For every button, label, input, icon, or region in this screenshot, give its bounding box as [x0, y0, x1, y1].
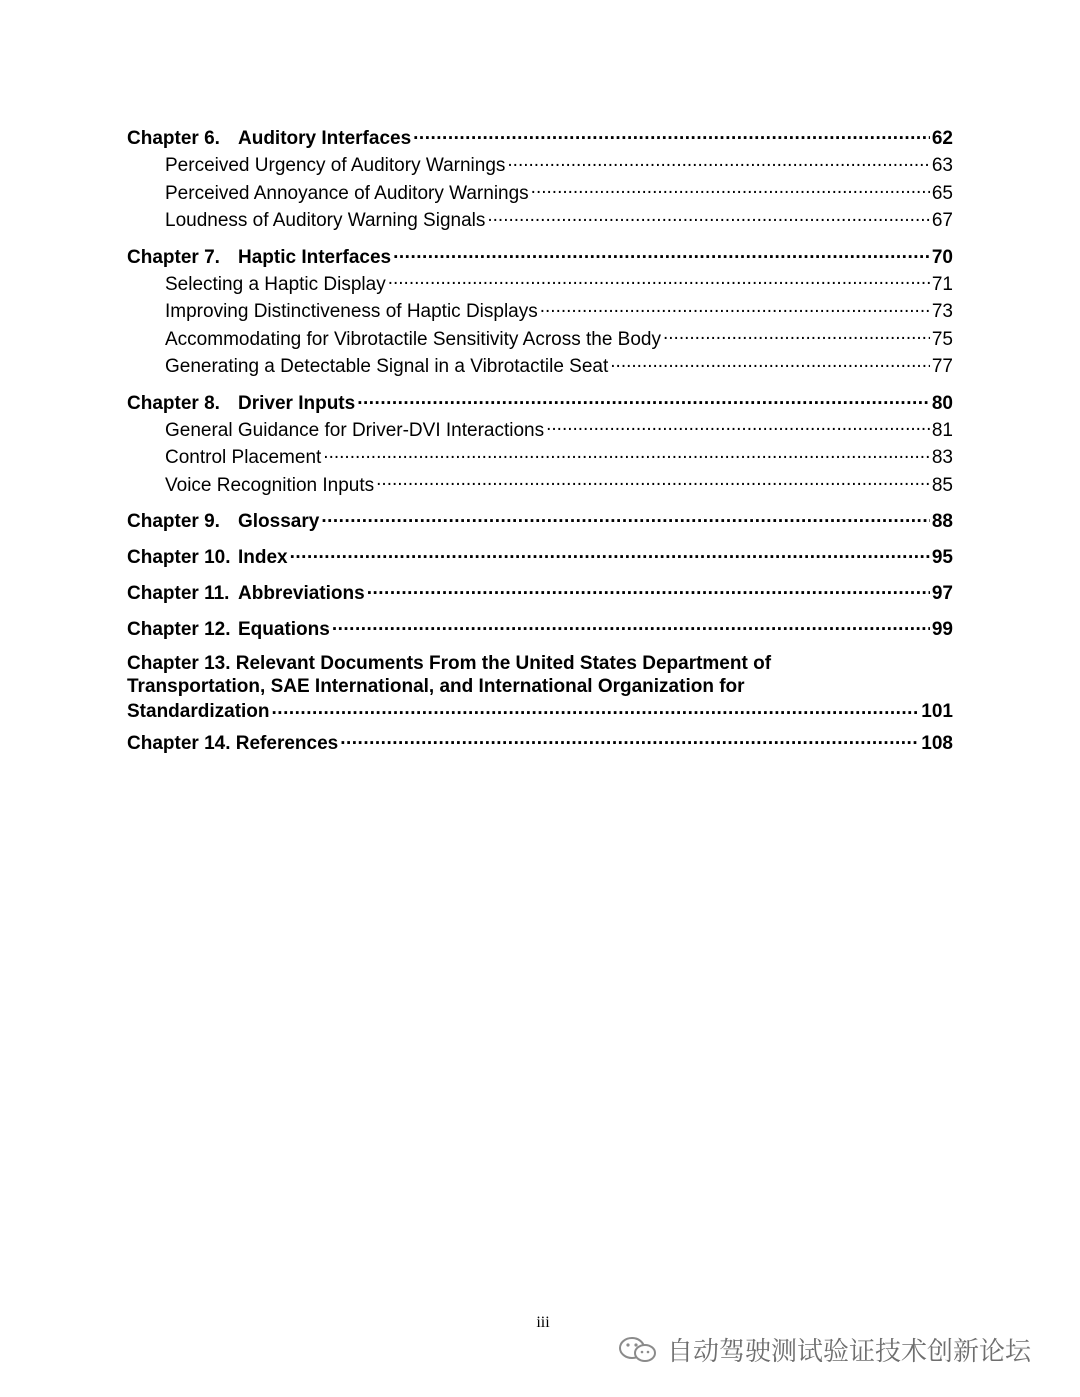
chapter-title: Glossary — [238, 511, 320, 532]
chapter-page-number: 70 — [931, 246, 953, 268]
chapter-page-number: 101 — [921, 701, 953, 722]
dot-leader — [340, 730, 919, 749]
dot-leader — [321, 508, 930, 527]
toc-chapter — [127, 580, 953, 607]
toc-section-entry[interactable] — [127, 417, 953, 445]
chapter-page-number: 99 — [931, 619, 953, 640]
toc-section-entry[interactable] — [127, 472, 953, 500]
chapter-number: Chapter 9. — [127, 511, 220, 532]
watermark-text: 自动驾驶测试验证技术创新论坛 — [667, 1337, 1032, 1367]
section-title: Selecting a Haptic Display — [165, 273, 386, 295]
dot-leader — [540, 298, 930, 317]
chapter-title: Chapter 14. References — [127, 733, 339, 754]
chapter-title-line: Standardization — [127, 701, 270, 722]
toc-chapter-entry[interactable] — [127, 616, 953, 643]
dot-leader — [290, 544, 930, 563]
wechat-icon — [617, 1335, 661, 1365]
toc-chapter — [127, 244, 953, 381]
chapter-number: Chapter 8. — [127, 392, 220, 414]
chapter-page-number: 62 — [931, 128, 953, 149]
chapter-title: Equations — [238, 619, 330, 640]
dot-leader — [610, 353, 930, 372]
toc-chapter — [127, 508, 953, 535]
page-number: iii — [536, 1314, 550, 1331]
section-title: Voice Recognition Inputs — [165, 474, 375, 496]
toc-chapter — [127, 616, 953, 643]
chapter-page-number: 97 — [931, 583, 953, 604]
chapter-title: Haptic Interfaces — [238, 246, 392, 268]
section-page-number: 77 — [931, 356, 953, 377]
section-page-number: 65 — [931, 182, 953, 204]
chapter-page-number: 95 — [931, 547, 953, 568]
toc-chapter-entry[interactable] — [127, 125, 953, 152]
chapter-page-number: 108 — [921, 733, 953, 754]
section-page-number: 81 — [931, 419, 953, 441]
section-page-number: 63 — [931, 155, 953, 176]
dot-leader — [413, 125, 930, 144]
dot-leader — [367, 580, 930, 599]
dot-leader — [546, 417, 930, 436]
dot-leader — [357, 390, 930, 409]
section-title: Perceived Urgency of Auditory Warnings — [165, 155, 506, 176]
section-page-number: 85 — [931, 474, 953, 496]
section-page-number: 83 — [931, 447, 953, 468]
toc-chapter-entry[interactable] — [127, 698, 953, 721]
dot-leader — [332, 616, 930, 635]
section-page-number: 71 — [931, 273, 953, 295]
toc-chapter-entry[interactable] — [127, 544, 953, 571]
chapter-title: Abbreviations — [238, 583, 365, 604]
dot-leader — [323, 444, 930, 463]
toc-chapter — [127, 544, 953, 571]
toc-chapter — [127, 652, 953, 721]
toc-section-entry[interactable] — [127, 207, 953, 235]
chapter-title-line: Transportation, SAE International, and International Organization for — [127, 676, 745, 697]
section-title: Generating a Detectable Signal in a Vibrotactile Seat — [165, 356, 609, 377]
dot-leader — [393, 244, 930, 263]
section-page-number: 75 — [931, 328, 953, 350]
dot-leader — [487, 207, 929, 226]
section-title: Improving Distinctiveness of Haptic Displays — [165, 301, 538, 322]
chapter-title: Auditory Interfaces — [238, 128, 412, 149]
dot-leader — [376, 472, 930, 491]
section-title: Perceived Annoyance of Auditory Warnings — [165, 182, 529, 204]
dot-leader — [272, 698, 920, 717]
watermark — [617, 1331, 1031, 1368]
toc-chapter-entry[interactable] — [127, 580, 953, 607]
dot-leader — [507, 152, 929, 171]
toc-section-entry[interactable] — [127, 298, 953, 326]
section-title: Control Placement — [165, 447, 322, 468]
dot-leader — [531, 180, 930, 199]
section-title: Loudness of Auditory Warning Signals — [165, 210, 486, 231]
toc-chapter — [127, 125, 953, 235]
toc-section-entry[interactable] — [127, 180, 953, 208]
chapter-number: Chapter 6. — [127, 128, 220, 149]
dot-leader — [663, 326, 930, 345]
toc-section-entry[interactable] — [127, 152, 953, 180]
chapter-title: Index — [238, 547, 288, 568]
toc-section-entry[interactable] — [127, 353, 953, 381]
toc-section-entry[interactable] — [127, 326, 953, 354]
dot-leader — [388, 271, 930, 290]
section-page-number: 73 — [931, 301, 953, 322]
chapter-number: Chapter 7. — [127, 246, 220, 268]
toc-chapter-entry[interactable] — [127, 244, 953, 271]
section-title: Accommodating for Vibrotactile Sensitivity Across the Body — [165, 328, 661, 350]
table-of-contents — [127, 125, 953, 766]
toc-chapter-entry[interactable] — [127, 508, 953, 535]
chapter-title-line: Chapter 13. Relevant Documents From the United States Department of — [127, 653, 772, 674]
chapter-page-number: 80 — [931, 392, 953, 414]
toc-chapter-entry[interactable] — [127, 390, 953, 417]
chapter-title: Driver Inputs — [238, 392, 356, 414]
section-title: General Guidance for Driver-DVI Interactions — [165, 419, 545, 441]
chapter-number: Chapter 10. — [127, 547, 231, 568]
toc-section-entry[interactable] — [127, 444, 953, 472]
toc-chapter — [127, 390, 953, 500]
chapter-page-number: 88 — [931, 511, 953, 532]
chapter-number: Chapter 11. — [127, 583, 230, 604]
toc-chapter-entry[interactable] — [127, 730, 953, 757]
section-page-number: 67 — [931, 210, 953, 231]
chapter-number: Chapter 12. — [127, 619, 231, 640]
toc-section-entry[interactable] — [127, 271, 953, 299]
toc-chapter — [127, 730, 953, 757]
